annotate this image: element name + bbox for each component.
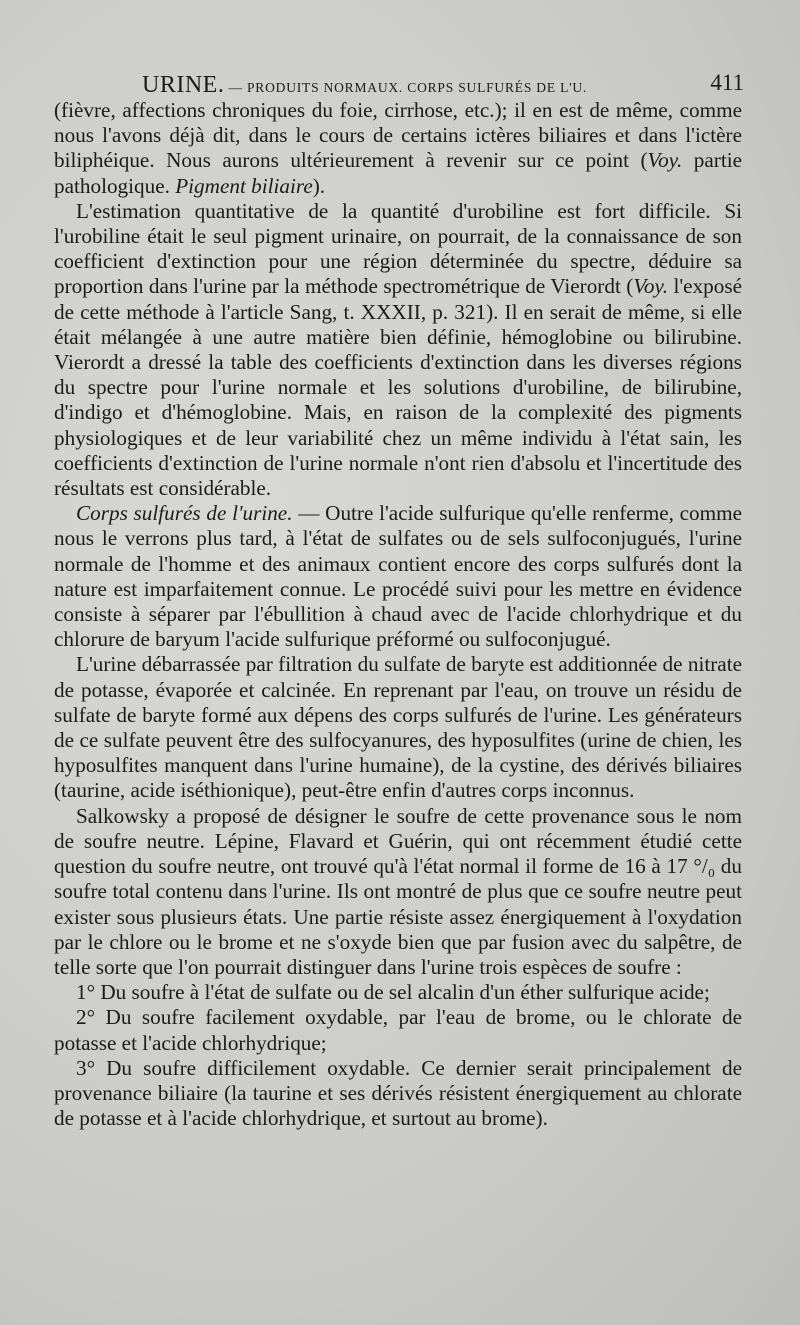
text-run: l'exposé de cette méthode à l'article Sang, t. XXXII, p. 321). Il en serait de même, si elle était mélangée à une autre matière bien définie, hémoglobine ou bilirubine. Vierordt a dressé la table des coefficients d'extinction dans les diverses régions du spectre pour l'urine normale et les solutions d'urobiline, de bilirubine, d'indigo et d'hémoglobine. Mais, en raison de la complexité des pigments physiologiques et de leur variabilité chez un même individu à l'état sain, les coefficients d'extinction de l'urine normale n'ont rien d'absolu et l'incertitude des résultats est considérable.	[54, 274, 742, 501]
paragraph	[54, 980, 742, 1005]
italic-text: Voy.	[633, 274, 669, 299]
running-title	[142, 72, 587, 99]
paragraph	[54, 1005, 742, 1055]
text-run: 1° Du soufre à l'état de sulfate ou de sel alcalin d'un éther sulfurique acide;	[76, 980, 710, 1005]
paragraph	[54, 98, 742, 199]
paragraph	[54, 804, 742, 980]
body-text	[54, 98, 742, 1131]
text-run: 2° Du soufre facilement oxydable, par l'eau de brome, ou le chlorate de potasse et l'acide chlorhydrique;	[54, 1005, 742, 1055]
running-title-main: URINE.	[142, 72, 225, 98]
text-run: (fièvre, affections chroniques du foie, cirrhose, etc.); il en est de même, comme nous l'avons déjà dit, dans le cours de certains ictères biliaires et dans l'ictère biliphéique. Nous aurons ultérieurement à revenir sur ce point (	[54, 98, 742, 173]
text-run: ).	[312, 173, 326, 198]
running-title-rest: — PRODUITS NORMAUX. CORPS SULFURÉS DE L'U.	[224, 80, 588, 95]
italic-text: Voy.	[647, 148, 683, 173]
paragraph	[54, 1056, 742, 1132]
paragraph	[54, 652, 742, 803]
italic-text: Corps sulfurés de l'urine.	[76, 501, 293, 526]
text-run: L'estimation quantitative de la quantité d'urobiline est fort difficile. Si l'urobiline était le seul pigment urinaire, on pourrait, de la connaissance de son coefficient d'extinction pour une région déterminée du spectre, déduire sa proportion dans l'urine par la méthode spectrométrique de Vierordt (	[54, 198, 742, 299]
text-run: partie pathologique.	[54, 148, 742, 198]
paragraph	[54, 501, 742, 652]
text-run: L'urine débarrassée par filtration du sulfate de baryte est additionnée de nitrate de potasse, évaporée et calcinée. En reprenant par l'eau, on trouve un résidu de sulfate de baryte formé aux dépens des corps sulfurés de l'urine. Les générateurs de ce sulfate peuvent être des sulfocyanures, des hyposulfites (urine de chien, les hyposulfites manquent dans l'urine humaine), de la cystine, des dérivés biliaires (taurine, acide iséthionique), peut-être enfin d'autres corps inconnus.	[54, 652, 742, 803]
text-run: Salkowsky a proposé de désigner le soufre de cette provenance sous le nom de soufre neutre. Lépine, Flavard et Guérin, qui ont récemment étudié cette question du soufre neutre, ont trouvé qu'à l'état normal il forme de 16 à 17 °/₀ du soufre total contenu dans l'urine. Ils ont montré de plus que ce soufre neutre peut exister sous plusieurs états. Une partie résiste assez énergiquement à l'oxydation par le chlore ou le brome et ne s'oxyde bien que par fusion avec du salpêtre, de telle sorte que l'on pourrait distinguer dans l'urine trois espèces de soufre :	[54, 803, 742, 979]
text-run: — Outre l'acide sulfurique qu'elle renferme, comme nous le verrons plus tard, à l'état de sulfates ou de sels sulfoconjugués, l'urine normale de l'homme et des animaux contient encore des corps sulfurés dont la nature est imparfaitement connue. Le procédé suivi pour les mettre en évidence consiste à séparer par l'ébullition à chaud avec de l'acide chlorhydrique et du chlorure de baryum l'acide sulfurique préformé ou sulfoconjugué.	[54, 501, 742, 652]
text-run: 3° Du soufre difficilement oxydable. Ce dernier serait principalement de provenance biliaire (la taurine et ses dérivés résistent énergiquement au chlorate de potasse et à l'acide chlorhydrique, et surtout au brome).	[54, 1055, 742, 1131]
paragraph	[54, 199, 742, 501]
italic-text: Pigment biliaire	[175, 173, 313, 198]
page-number: 411	[710, 70, 744, 95]
